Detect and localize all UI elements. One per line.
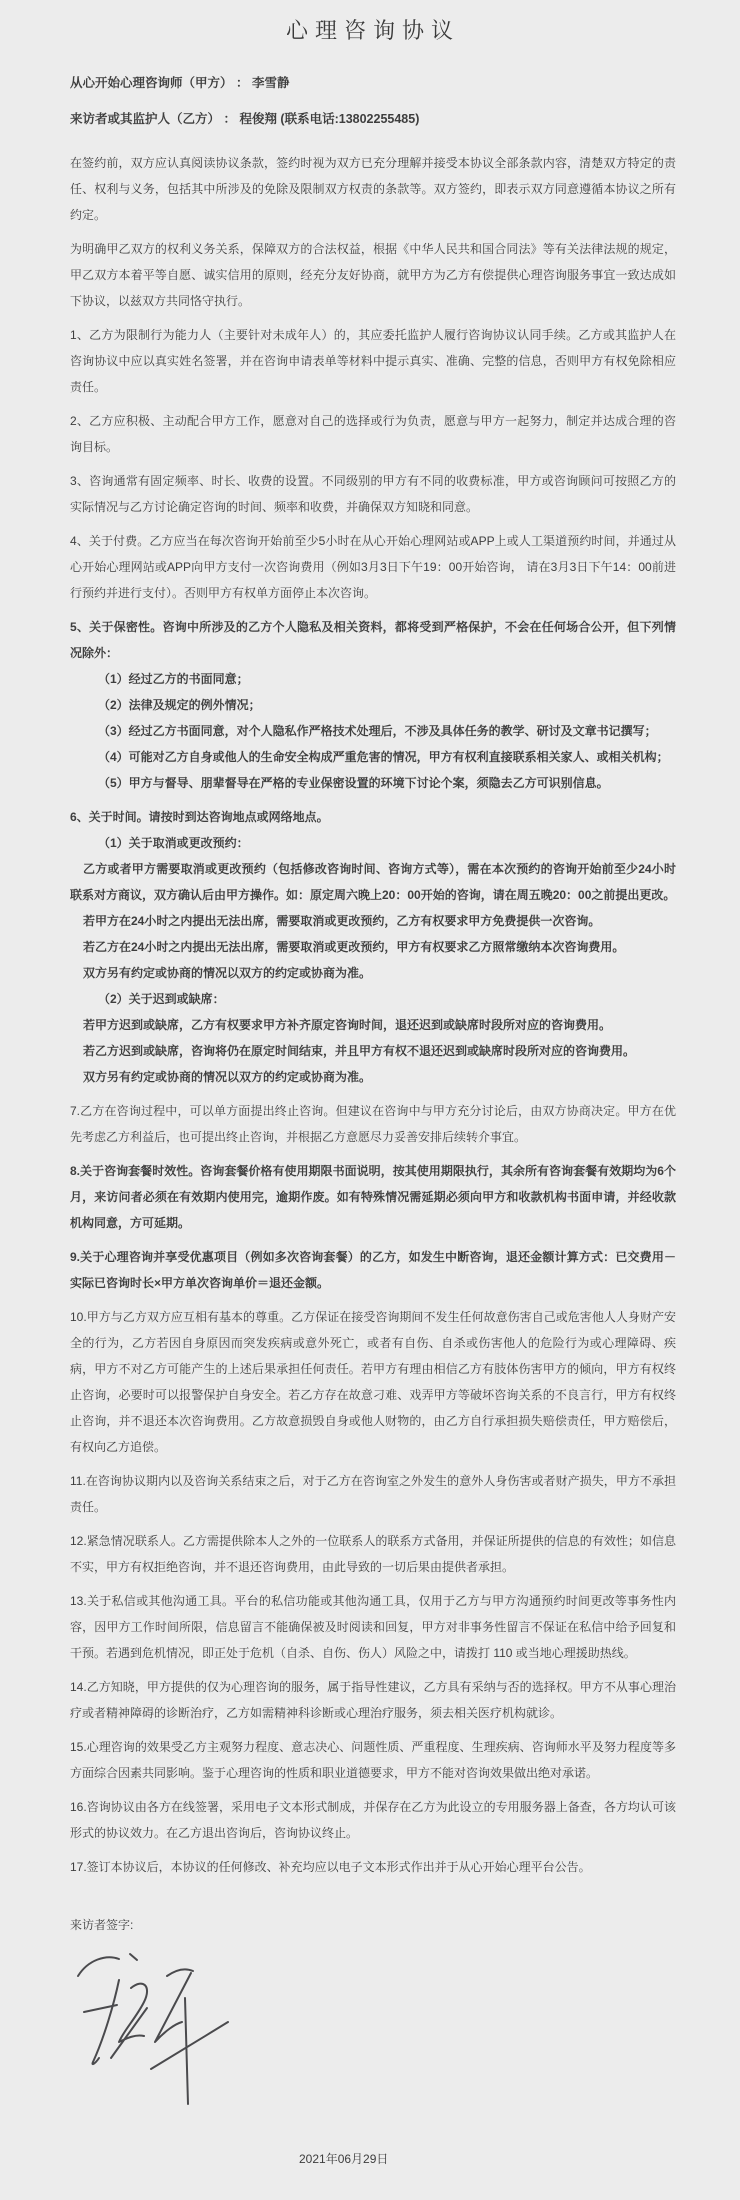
clause-5-item-2: （2）法律及规定的例外情况；: [98, 698, 261, 712]
party-a-line: 从心开始心理咨询师（甲方） ： 李雪静: [70, 76, 290, 90]
clause-16: 16.咨询协议由各方在线签署，采用电子文本形式制成，并保存在乙方为此设立的专用服务器上备查，各方均认可该形式的协议效力。在乙方退出咨询后，咨询协议终止。: [70, 1800, 676, 1840]
clause-6-sub-4: 若乙方在24小时之内提出无法出席，需要取消或更改预约，甲方有权要求乙方照常缴纳本次咨询费用。: [83, 940, 625, 954]
clause-5: 5、关于保密性。咨询中所涉及的乙方个人隐私及相关资料，都将受到严格保护，不会在任何场合公开，但下列情况除外：: [70, 620, 676, 660]
clause-3: 3、咨询通常有固定频率、时长、收费的设置。不同级别的甲方有不同的收费标准，甲方或咨询顾问可按照乙方的实际情况与乙方讨论确定咨询的时间、频率和收费，并确保双方知晓和同意。: [70, 474, 676, 514]
clause-17: 17.签订本协议后，本协议的任何修改、补充均应以电子文本形式作出并于从心开始心理平台公告。: [70, 1860, 591, 1874]
clause-12: 12.紧急情况联系人。乙方需提供除本人之外的一位联系人的联系方式备用，并保证所提供的信息的有效性；如信息不实，甲方有权拒绝咨询，并不退还咨询费用，由此导致的一切后果由提供者承担。: [70, 1534, 676, 1574]
signature-date: 2021年06月29日: [299, 2152, 389, 2166]
clause-6-sub-8: 若乙方迟到或缺席，咨询将仍在原定时间结束，并且甲方有权不退还迟到或缺席时段所对应的咨询费用。: [83, 1044, 636, 1058]
clause-5-item-4: （4）可能对乙方自身或他人的生命安全构成严重危害的情况，甲方有权利直接联系相关家人、或相关机构；: [98, 750, 669, 764]
clause-1: 1、乙方为限制行为能力人（主要针对未成年人）的，其应委托监护人履行咨询协议认同手续。乙方或其监护人在咨询协议中应以真实姓名签署，并在咨询申请表单等材料中提示真实、准确、完整的信息，否则甲方有权免除相应责任。: [70, 328, 676, 394]
intro-paragraph-2: 为明确甲乙双方的权利义务关系，保障双方的合法权益，根据《中华人民共和国合同法》等有关法律法规的规定，甲乙双方本着平等自愿、诚实信用的原则，经充分友好协商，就甲方为乙方有偿提供心理咨询服务事宜一致达成如下协议，以兹双方共同恪守执行。: [70, 242, 676, 308]
clause-6-sub-9: 双方另有约定或协商的情况以双方的约定或协商为准。: [83, 1070, 372, 1084]
clause-10: 10.甲方与乙方双方应互相有基本的尊重。乙方保证在接受咨询期间不发生任何故意伤害自己或危害他人人身财产安全的行为，乙方若因自身原因而突发疾病或意外死亡，或者有自伤、自杀或伤害他人的危险行为或心理障碍、疾病，甲方不对乙方可能产生的上述后果承担任何责任。若甲方有理由相信乙方有肢体伤害甲方的倾向，甲方有权终止咨询，必要时可以报警保护自身安全。若乙方存在故意刁难、戏弄甲方等破坏咨询关系的不良言行，甲方有权终止咨询，并不退还本次咨询费用。乙方故意损毁自身或他人财物的，由乙方自行承担损失赔偿责任，甲方赔偿后，有权向乙方追偿。: [70, 1310, 676, 1454]
clause-6-sub-2: 乙方或者甲方需要取消或更改预约（包括修改咨询时间、咨询方式等），需在本次预约的咨询开始前至少24小时联系对方商议，双方确认后由甲方操作。如：原定周六晚上20：00开始的咨询，请在周五晚20：00之前提出更改。: [70, 862, 676, 902]
clause-11: 11.在咨询协议期内以及咨询关系结束之后，对于乙方在咨询室之外发生的意外人身伤害或者财产损失，甲方不承担责任。: [70, 1474, 676, 1514]
clause-6-sub-7: 若甲方迟到或缺席，乙方有权要求甲方补齐原定咨询时间，退还迟到或缺席时段所对应的咨询费用。: [83, 1018, 612, 1032]
clause-6: 6、关于时间。请按时到达咨询地点或网络地点。: [70, 810, 329, 824]
visitor-signature-label: 来访者签字:: [70, 1918, 134, 1932]
clause-4: 4、关于付费。乙方应当在每次咨询开始前至少5小时在从心开始心理网站或APP上或人工渠道预约时间，并通过从心开始心理网站或APP向甲方支付一次咨询费用（例如3月3日下午19：00开始咨询， 请在3月3日下午14：00前进行预约并进行支付）。否则甲方有权单方面停止本次咨询。: [70, 534, 676, 600]
clause-5-item-5: （5）甲方与督导、朋辈督导在严格的专业保密设置的环境下讨论个案，须隐去乙方可识别信息。: [98, 776, 609, 790]
intro-paragraph-1: 在签约前，双方应认真阅读协议条款，签约时视为双方已充分理解并接受本协议全部条款内容，清楚双方特定的责任、权利与义务，包括其中所涉及的免除及限制双方权责的条款等。双方签约，即表示双方同意遵循本协议之所有约定。: [70, 156, 676, 222]
clause-9: 9.关于心理咨询并享受优惠项目（例如多次咨询套餐）的乙方，如发生中断咨询，退还金额计算方式：已交费用－实际已咨询时长×甲方单次咨询单价＝退还金额。: [70, 1250, 676, 1290]
clause-5-item-3: （3）经过乙方书面同意，对个人隐私作严格技术处理后，不涉及具体任务的教学、研讨及文章书记撰写；: [98, 724, 657, 738]
clause-6-sub-3: 若甲方在24小时之内提出无法出席，需要取消或更改预约，乙方有权要求甲方免费提供一次咨询。: [83, 914, 601, 928]
clause-14: 14.乙方知晓，甲方提供的仅为心理咨询的服务，属于指导性建议，乙方具有采纳与否的选择权。甲方不从事心理治疗或者精神障碍的诊断治疗，乙方如需精神科诊断或心理治疗服务，须去相关医疗机构就诊。: [70, 1680, 676, 1720]
clause-7: 7.乙方在咨询过程中，可以单方面提出终止咨询。但建议在咨询中与甲方充分讨论后，由双方协商决定。甲方在优先考虑乙方利益后，也可提出终止咨询，并根据乙方意愿尽力妥善安排后续转介事宜。: [70, 1104, 676, 1144]
clause-2: 2、乙方应积极、主动配合甲方工作，愿意对自己的选择或行为负责，愿意与甲方一起努力，制定并达成合理的咨询目标。: [70, 414, 676, 454]
clause-6-sub-5: 双方另有约定或协商的情况以双方的约定或协商为准。: [83, 966, 372, 980]
clause-6-sub-1: （1）关于取消或更改预约：: [98, 836, 249, 850]
visitor-signature: [74, 1952, 239, 2110]
party-b-line: 来访者或其监护人（乙方） ： 程俊翔 (联系电话:13802255485): [70, 112, 420, 126]
agreement-title: 心理咨询协议: [285, 18, 460, 43]
clause-13: 13.关于私信或其他沟通工具。平台的私信功能或其他沟通工具，仅用于乙方与甲方沟通预约时间更改等事务性内容，因甲方工作时间所限，信息留言不能确保被及时阅读和回复，甲方对非事务性留言不保证在私信中给予回复和干预。若遇到危机情况，即正处于危机（自杀、自伤、伤人）风险之中，请拨打 110 或当地心理援助热线。: [70, 1594, 676, 1660]
clause-5-item-1: （1）经过乙方的书面同意；: [98, 672, 249, 686]
clause-6-sub-6: （2）关于迟到或缺席：: [98, 992, 225, 1006]
clause-15: 15.心理咨询的效果受乙方主观努力程度、意志决心、问题性质、严重程度、生理疾病、咨询师水平及努力程度等多方面综合因素共同影响。鉴于心理咨询的性质和职业道德要求，甲方不能对咨询效果做出绝对承诺。: [70, 1740, 676, 1780]
clause-8: 8.关于咨询套餐时效性。咨询套餐价格有使用期限书面说明，按其使用期限执行，其余所有咨询套餐有效期均为6个月，来访问者必须在有效期内使用完，逾期作废。如有特殊情况需延期必须向甲方和收款机构书面申请，并经收款机构同意，方可延期。: [70, 1164, 676, 1230]
